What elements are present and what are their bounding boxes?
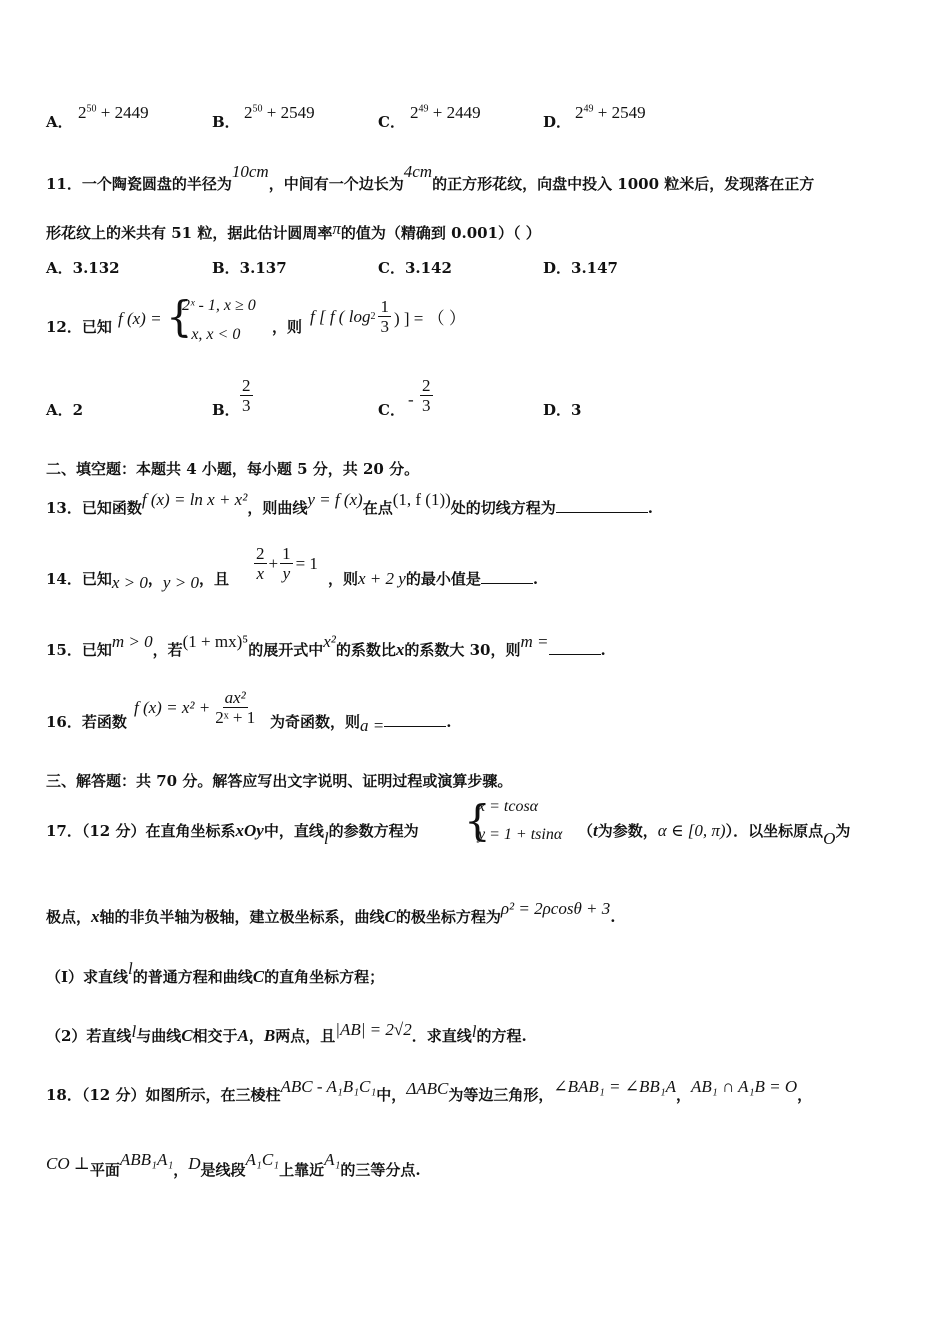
q17-part2: （2）若直线l与曲线C相交于A，B两点，且|AB| = 2√2．求直线l的方程. [46,1020,527,1045]
q16-suffix: 为奇函数，则a = . [270,713,452,735]
q18-line2: CO ⊥平面ABB₁A₁，D是线段A₁C₁上靠近A₁的三等分点. [46,1150,421,1179]
q17-line2: 极点，x轴的非负半轴为极轴，建立极坐标系，曲线C的极坐标方程为ρ² = 2ρcosθ + 3. [46,899,616,926]
q17-brace: { [464,796,491,845]
q11-option-b: B．3.137 [212,259,287,277]
q11-option-a: A．3.132 [46,259,120,277]
q16-answer-blank[interactable] [384,712,446,727]
q12-brace: { [166,292,193,341]
q14-prefix: 14．已知x > 0，y > 0，且 [46,570,229,592]
q10-option-d-expr: $2^{49} + 2549$ [575,103,646,122]
section-2-heading: 二、填空题：本题共 4 小题，每小题 5 分，共 20 分。 [46,460,420,478]
q12-fx: f (x) = [118,309,162,328]
q12-option-c-sign: - [408,390,414,409]
q10-option-a: A． [46,113,73,131]
q12-option-b: B． [212,401,240,419]
q12-option-c: C． [378,401,405,419]
q12-option-b-frac: $\frac{2}{3}$ [242,376,251,415]
q17-part1: （I）求直线l的普通方程和曲线C的直角坐标方程； [46,959,385,986]
q17-line1a: 17．（12 分）在直角坐标系xOy中，直线l的参数方程为 [46,821,419,848]
q10-option-c-expr: $2^{49} + 2449$ [410,103,481,122]
q11-line2: 形花纹上的米共有 51 粒，据此估计圆周率π的值为（精确到 0.001）（ ） [46,219,541,242]
q12-stem-label: 12．已知 [46,318,112,336]
q10-option-a-expr: $2^{50} + 2449$ [78,103,149,122]
q10-option-b-expr: $2^{50} + 2549$ [244,103,315,122]
q14-suffix: ，则x + 2 y的最小值是 . [328,569,539,588]
q16-expr: f (x) = x² + $\frac{\text{ax²}}{\text{2ˣ + 1}}$ [134,688,256,727]
q17-sys2: y = 1 + tsinα [478,826,563,843]
q13-answer-blank[interactable] [556,498,648,513]
q10-option-d: D． [543,113,572,131]
q12-then: ，则 [272,318,303,336]
q11-option-c: C．3.142 [378,259,452,277]
q14-answer-blank[interactable] [481,569,533,584]
q14-condition: $\frac{2}{x}$ + $\frac{1}{y}$ = 1 [256,544,318,583]
q13: 13．已知函数f (x) = ln x + x²，则曲线y = f (x)在点(1, f (1))处的切线方程为 . [46,490,654,517]
q11-option-d: D．3.147 [543,259,618,277]
q18-line1: 18．（12 分）如图所示，在三棱柱ABC - A₁B₁C₁中，ΔABC为等边三角形，∠BAB₁ = ∠BB₁A，AB₁ ∩ A₁B = O， [46,1077,813,1104]
q12-case1: 2ˣ - 1, x ≥ 0 [182,297,256,314]
q12-option-a: A．2 [46,401,84,419]
q17-line1b: （t为参数，α ∈ [0, π)）．以坐标原点O为 [578,821,851,848]
q12-expr: f [ f ( log 2 $\frac{1}{3}$ ) ] = （ ） [310,297,466,336]
q11-line1: 11．一个陶瓷圆盘的半径为10cm，中间有一个边长为4cm的正方形花纹，向盘中投入 1000 粒米后，发现落在正方 [46,162,815,193]
section-3-heading: 三、解答题：共 70 分。解答应写出文字说明、证明过程或演算步骤。 [46,772,513,790]
q10-option-c: C． [378,113,405,131]
q10-option-b: B． [212,113,240,131]
q12-option-d: D．3 [543,401,582,419]
q15-answer-blank[interactable] [549,640,601,655]
q15: 15．已知m > 0，若(1 + mx)⁵的展开式中x²的系数比x的系数大 30，则m = . [46,632,606,659]
q16-prefix: 16．若函数 [46,713,127,731]
q12-case2: - x, x < 0 [182,326,241,343]
q12-option-c-frac: $\frac{2}{3}$ [422,376,431,415]
q17-sys1: x = tcosα [478,798,539,815]
